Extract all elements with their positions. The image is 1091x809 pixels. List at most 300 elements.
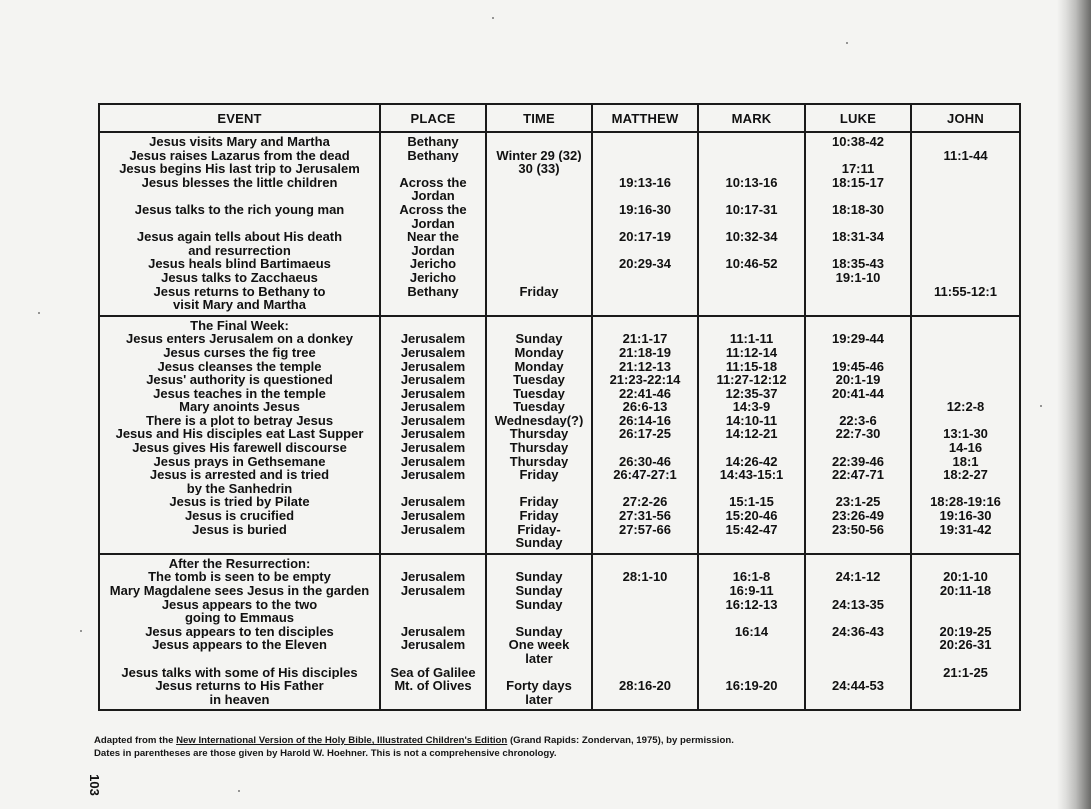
mark-line: 10:46-52 <box>725 257 778 271</box>
event-line: Jesus' authority is questioned <box>146 373 333 387</box>
footnote-line-2: Dates in parentheses are those given by Harold W. Hoehner. This is not a comprehensive chronology. <box>94 748 557 759</box>
place-line: Jerusalem <box>400 427 466 442</box>
event-line: by the Sanhedrin <box>186 481 293 496</box>
event-line: Jesus begins His last trip to Jerusalem <box>119 162 360 176</box>
matthew-line <box>593 693 697 707</box>
time-line: later <box>525 692 553 707</box>
mark-line <box>699 285 804 299</box>
luke-cell <box>805 132 911 316</box>
matthew-line <box>593 625 697 639</box>
john-line <box>912 332 1019 346</box>
time-line: Tuesday <box>513 373 565 387</box>
time-line <box>487 257 591 271</box>
place-line: Bethany <box>407 135 459 149</box>
scan-speck <box>1040 405 1042 407</box>
john-cell <box>911 132 1020 316</box>
place-line: Jerusalem <box>400 468 466 482</box>
john-line <box>912 598 1019 612</box>
mark-line <box>699 217 804 231</box>
event-line: visit Mary and Martha <box>173 298 306 312</box>
luke-line <box>806 319 910 333</box>
time-line: Sunday <box>515 570 563 584</box>
matthew-line <box>593 189 697 203</box>
place-line: Across the <box>399 175 467 190</box>
scan-speck <box>238 790 240 792</box>
john-cell <box>911 316 1020 554</box>
time-line: Monday <box>514 359 564 374</box>
luke-line: 19:1-10 <box>835 270 881 285</box>
event-line: Jesus talks to Zacchaeus <box>161 270 318 285</box>
matthew-line <box>593 611 697 625</box>
event-line <box>100 652 379 666</box>
mark-line: 11:15-18 <box>725 359 778 374</box>
mark-line: 15:1-15 <box>729 495 774 510</box>
mark-line <box>699 693 804 707</box>
matthew-line <box>593 638 697 652</box>
john-line <box>912 298 1019 312</box>
place-line: Jerusalem <box>400 386 466 401</box>
matthew-line: 19:16-30 <box>618 202 672 217</box>
event-line: Jesus talks with some of His disciples <box>121 665 358 680</box>
matthew-line: 22:41-46 <box>618 386 672 401</box>
luke-line <box>806 189 910 203</box>
place-line: Jerusalem <box>400 373 466 387</box>
time-line: Monday <box>514 345 564 360</box>
mark-line: 11:12-14 <box>725 345 778 360</box>
luke-line: 17:11 <box>841 162 875 176</box>
time-cell <box>486 554 592 711</box>
luke-line: 20:41-44 <box>831 386 885 401</box>
event-line: Jesus cleanses the temple <box>157 359 322 374</box>
mark-cell <box>698 316 805 554</box>
luke-line <box>806 298 910 312</box>
place-line <box>381 557 485 571</box>
event-line <box>100 217 379 231</box>
mark-line <box>699 666 804 680</box>
luke-line: 24:13-35 <box>831 597 885 612</box>
time-cell <box>486 132 592 316</box>
mark-line: 15:42-47 <box>725 522 778 537</box>
mark-line: 16:1-8 <box>732 570 771 584</box>
matthew-line: 21:1-17 <box>622 332 668 346</box>
luke-cell <box>805 554 911 711</box>
event-line: Jesus is buried <box>192 522 287 537</box>
luke-line: 23:26-49 <box>831 509 885 523</box>
event-line: Jesus gives His farewell discourse <box>132 441 347 455</box>
place-line: Jerusalem <box>400 441 466 455</box>
luke-line: 10:38-42 <box>831 135 885 149</box>
place-line: Jericho <box>409 270 457 285</box>
john-cell <box>911 554 1020 711</box>
place-cell <box>380 554 486 711</box>
luke-cell <box>805 316 911 554</box>
luke-line <box>806 400 910 414</box>
mark-line: 16:19-20 <box>725 679 778 693</box>
col-header-time: TIME <box>486 104 592 132</box>
john-line <box>912 373 1019 387</box>
event-line: Jesus raises Lazarus from the dead <box>129 148 350 163</box>
matthew-cell <box>592 316 698 554</box>
place-line: Jerusalem <box>400 624 466 639</box>
event-cell <box>99 132 380 316</box>
time-line: One week <box>508 638 570 652</box>
place-cell <box>380 132 486 316</box>
john-line: 18:2-27 <box>943 468 988 482</box>
footnote-line-1 <box>94 734 994 747</box>
mark-line <box>699 135 804 149</box>
event-line: Jesus is tried by Pilate <box>169 495 310 510</box>
matthew-line: 27:2-26 <box>622 495 668 510</box>
matthew-line: 26:6-13 <box>622 400 668 414</box>
matthew-line: 26:47-27:1 <box>613 468 677 482</box>
luke-line: 20:1-19 <box>835 373 881 387</box>
luke-line <box>806 611 910 625</box>
col-header-matthew: MATTHEW <box>592 104 698 132</box>
john-line <box>912 693 1019 707</box>
place-line: Across the <box>399 202 467 217</box>
time-line: Wednesday(?) <box>494 413 584 428</box>
luke-line: 22:7-30 <box>835 427 881 442</box>
event-line: Jesus is arrested and is tried <box>149 468 330 482</box>
luke-line: 19:29-44 <box>831 332 885 346</box>
luke-line <box>806 638 910 652</box>
luke-line <box>806 244 910 258</box>
time-line: Forty days <box>506 679 572 693</box>
scan-speck <box>492 17 494 19</box>
matthew-line <box>593 244 697 258</box>
time-line <box>487 557 591 571</box>
mark-line <box>699 162 804 176</box>
footnote <box>94 734 994 760</box>
time-line: Friday <box>519 495 559 510</box>
john-line <box>912 217 1019 231</box>
matthew-line <box>593 584 697 598</box>
john-line: 20:19-25 <box>939 624 992 639</box>
time-line: Sunday <box>515 624 563 639</box>
matthew-line <box>593 271 697 285</box>
luke-line: 24:1-12 <box>835 570 881 584</box>
place-line: Jordan <box>411 189 455 203</box>
event-cell <box>99 316 380 554</box>
place-line: Mt. of Olives <box>394 679 472 693</box>
col-header-mark: MARK <box>698 104 805 132</box>
event-line: in heaven <box>209 692 270 707</box>
matthew-line <box>593 598 697 612</box>
event-line: Jesus appears to ten disciples <box>145 624 334 639</box>
event-line: Mary anoints Jesus <box>179 400 300 414</box>
event-line: After the Resurrection: <box>168 556 311 571</box>
matthew-line <box>593 536 697 550</box>
time-line: Friday <box>519 468 559 482</box>
event-line: Jesus appears to the two <box>161 597 318 612</box>
place-line: Jerusalem <box>400 570 466 584</box>
luke-line <box>806 149 910 163</box>
event-line: Jesus blesses the little children <box>141 175 338 190</box>
time-line: later <box>525 651 553 666</box>
mark-line <box>699 638 804 652</box>
matthew-line <box>593 149 697 163</box>
luke-line <box>806 557 910 571</box>
matthew-line: 20:17-19 <box>618 230 672 244</box>
event-line: Jesus and His disciples eat Last Supper <box>115 427 364 442</box>
mark-line <box>699 319 804 333</box>
matthew-line <box>593 217 697 231</box>
event-line: There is a plot to betray Jesus <box>145 413 334 428</box>
header-row <box>99 104 1020 132</box>
event-line: Jesus curses the fig tree <box>163 345 316 360</box>
luke-line: 18:31-34 <box>831 230 885 244</box>
john-line <box>912 679 1019 693</box>
event-line: Jesus enters Jerusalem on a donkey <box>126 332 353 346</box>
place-line: Bethany <box>407 284 459 299</box>
event-line: Jesus returns to Bethany to <box>153 284 326 299</box>
matthew-line <box>593 135 697 149</box>
col-header-luke: LUKE <box>805 104 911 132</box>
mark-line <box>699 298 804 312</box>
time-line <box>487 482 591 496</box>
mark-cell <box>698 132 805 316</box>
mark-line: 16:12-13 <box>725 597 778 612</box>
place-line: Jerusalem <box>400 495 466 510</box>
section-row <box>99 554 1020 711</box>
footnote-book-title: New International Version of the Holy Bible, Illustrated Children's Edition <box>176 735 508 746</box>
time-line: Sunday <box>515 597 563 612</box>
time-line: Thursday <box>509 454 569 469</box>
time-line <box>487 611 591 625</box>
john-line <box>912 244 1019 258</box>
mark-line: 14:10-11 <box>725 413 778 428</box>
time-cell <box>486 316 592 554</box>
matthew-line: 21:18-19 <box>618 345 672 360</box>
event-line: going to Emmaus <box>184 611 295 625</box>
luke-line <box>806 693 910 707</box>
time-line: Sunday <box>515 584 563 598</box>
time-line <box>487 176 591 190</box>
event-line: Jesus visits Mary and Martha <box>149 135 330 149</box>
place-line: Jerusalem <box>400 454 466 469</box>
matthew-line <box>593 319 697 333</box>
mark-line <box>699 189 804 203</box>
john-line <box>912 387 1019 401</box>
matthew-line: 26:30-46 <box>618 454 672 469</box>
john-line <box>912 652 1019 666</box>
luke-line <box>806 217 910 231</box>
event-line: Jesus appears to the Eleven <box>152 638 327 652</box>
john-line: 19:16-30 <box>939 509 992 523</box>
matthew-line <box>593 482 697 496</box>
luke-line: 23:50-56 <box>831 522 885 537</box>
section-row <box>99 132 1020 316</box>
luke-line: 24:36-43 <box>831 624 885 639</box>
event-line <box>100 189 379 203</box>
place-line: Jerusalem <box>400 345 466 360</box>
place-line: Jerusalem <box>400 584 466 598</box>
john-line <box>912 162 1019 176</box>
mark-line <box>699 557 804 571</box>
john-line: 12:2-8 <box>946 400 985 414</box>
mark-line <box>699 611 804 625</box>
mark-line <box>699 271 804 285</box>
place-line: Jerusalem <box>400 509 466 523</box>
time-line: Thursday <box>509 441 569 455</box>
john-line <box>912 611 1019 625</box>
mark-cell <box>698 554 805 711</box>
mark-line <box>699 441 804 455</box>
john-line <box>912 360 1019 374</box>
john-line: 13:1-30 <box>943 427 988 442</box>
luke-line <box>806 584 910 598</box>
time-line: Sunday <box>515 332 563 346</box>
page-edge-shadow <box>1057 0 1091 809</box>
matthew-line: 21:23-22:14 <box>609 373 681 387</box>
mark-line: 10:13-16 <box>725 175 778 190</box>
john-line: 20:1-10 <box>943 570 988 584</box>
john-line: 11:1-44 <box>943 148 988 163</box>
place-line: Near the <box>406 230 460 244</box>
john-line <box>912 176 1019 190</box>
mark-line <box>699 652 804 666</box>
john-line: 20:26-31 <box>939 638 992 652</box>
john-line <box>912 482 1019 496</box>
luke-line: 22:47-71 <box>831 468 885 482</box>
matthew-line <box>593 285 697 299</box>
john-line: 21:1-25 <box>943 665 988 680</box>
luke-line: 22:39-46 <box>831 454 885 469</box>
john-line: 20:11-18 <box>939 584 992 598</box>
john-line <box>912 536 1019 550</box>
time-line <box>487 271 591 285</box>
john-line <box>912 346 1019 360</box>
luke-line: 22:3-6 <box>839 413 877 428</box>
mark-line: 11:1-11 <box>729 332 774 346</box>
col-header-event: EVENT <box>99 104 380 132</box>
mark-line: 14:26-42 <box>725 454 778 469</box>
luke-line <box>806 346 910 360</box>
luke-line: 18:18-30 <box>831 202 885 217</box>
event-line: Jesus prays in Gethsemane <box>153 454 326 469</box>
place-line <box>381 536 485 550</box>
time-line: Friday <box>519 284 559 299</box>
john-line: 14-16 <box>948 441 983 455</box>
time-line: Sunday <box>515 536 563 550</box>
mark-line: 10:17-31 <box>725 202 778 217</box>
scan-speck <box>80 630 82 632</box>
john-line: 18:1 <box>952 454 979 469</box>
event-line: Jesus is crucified <box>184 509 295 523</box>
john-line <box>912 557 1019 571</box>
john-line <box>912 414 1019 428</box>
place-line <box>381 319 485 333</box>
luke-line <box>806 652 910 666</box>
matthew-line <box>593 441 697 455</box>
event-line: Mary Magdalene sees Jesus in the garden <box>109 584 370 598</box>
event-cell <box>99 554 380 711</box>
matthew-line <box>593 298 697 312</box>
event-line: Jesus talks to the rich young man <box>134 202 345 217</box>
john-line: 18:28-19:16 <box>930 495 1001 510</box>
event-line: Jesus again tells about His death <box>136 230 343 244</box>
mark-line: 16:14 <box>734 624 769 639</box>
mark-line: 11:27-12:12 <box>716 373 787 387</box>
place-line: Jerusalem <box>400 413 466 428</box>
place-line: Sea of Galilee <box>390 665 476 680</box>
mark-line <box>699 482 804 496</box>
place-line: Jericho <box>409 257 457 271</box>
mark-line <box>699 536 804 550</box>
mark-line: 15:20-46 <box>725 509 778 523</box>
john-line <box>912 203 1019 217</box>
time-line <box>487 230 591 244</box>
time-line <box>487 217 591 231</box>
event-line: The Final Week: <box>190 318 289 333</box>
col-header-john: JOHN <box>911 104 1020 132</box>
matthew-line <box>593 162 697 176</box>
mark-line: 14:12-21 <box>725 427 778 442</box>
matthew-line <box>593 666 697 680</box>
matthew-line: 26:14-16 <box>618 413 672 428</box>
luke-line <box>806 536 910 550</box>
place-line: Jordan <box>411 216 455 231</box>
place-line: Bethany <box>407 148 459 163</box>
mark-line <box>699 149 804 163</box>
john-line <box>912 257 1019 271</box>
matthew-line: 28:16-20 <box>618 679 672 693</box>
matthew-line <box>593 652 697 666</box>
time-line: Friday <box>519 509 559 523</box>
event-line: Jesus heals blind Bartimaeus <box>148 257 331 271</box>
event-line: Jesus teaches in the temple <box>153 386 326 401</box>
luke-line: 18:35-43 <box>831 257 885 271</box>
matthew-line: 19:13-16 <box>618 175 672 190</box>
john-line <box>912 230 1019 244</box>
place-line <box>381 482 485 496</box>
john-line: 11:55-12:1 <box>934 284 997 299</box>
place-line: Jerusalem <box>400 638 466 652</box>
matthew-line: 21:12-13 <box>618 359 672 374</box>
matthew-line <box>593 557 697 571</box>
place-line: Jerusalem <box>400 522 466 537</box>
luke-line: 18:15-17 <box>831 175 885 190</box>
mark-line: 14:43-15:1 <box>719 468 784 482</box>
time-line <box>487 244 591 258</box>
place-line <box>381 598 485 612</box>
time-line <box>487 319 591 333</box>
place-line <box>381 611 485 625</box>
mark-line <box>699 244 804 258</box>
place-line <box>381 693 485 707</box>
mark-line: 10:32-34 <box>725 230 778 244</box>
time-line: 30 (33) <box>518 162 560 176</box>
place-line: Jerusalem <box>400 332 466 346</box>
matthew-line: 26:17-25 <box>618 427 672 442</box>
place-cell <box>380 316 486 554</box>
place-line <box>381 652 485 666</box>
place-line: Jordan <box>411 243 455 258</box>
luke-line <box>806 666 910 680</box>
luke-line: 19:45-46 <box>831 359 885 374</box>
scan-speck <box>38 312 40 314</box>
event-line: The tomb is seen to be empty <box>148 570 331 584</box>
matthew-line: 28:1-10 <box>622 570 668 584</box>
place-line: Jerusalem <box>400 359 466 374</box>
john-line <box>912 271 1019 285</box>
john-line <box>912 135 1019 149</box>
matthew-line: 20:29-34 <box>618 257 672 271</box>
mark-line: 14:3-9 <box>732 400 771 414</box>
page-number: 103 <box>87 774 102 796</box>
section-row <box>99 316 1020 554</box>
matthew-line: 27:57-66 <box>618 522 672 537</box>
